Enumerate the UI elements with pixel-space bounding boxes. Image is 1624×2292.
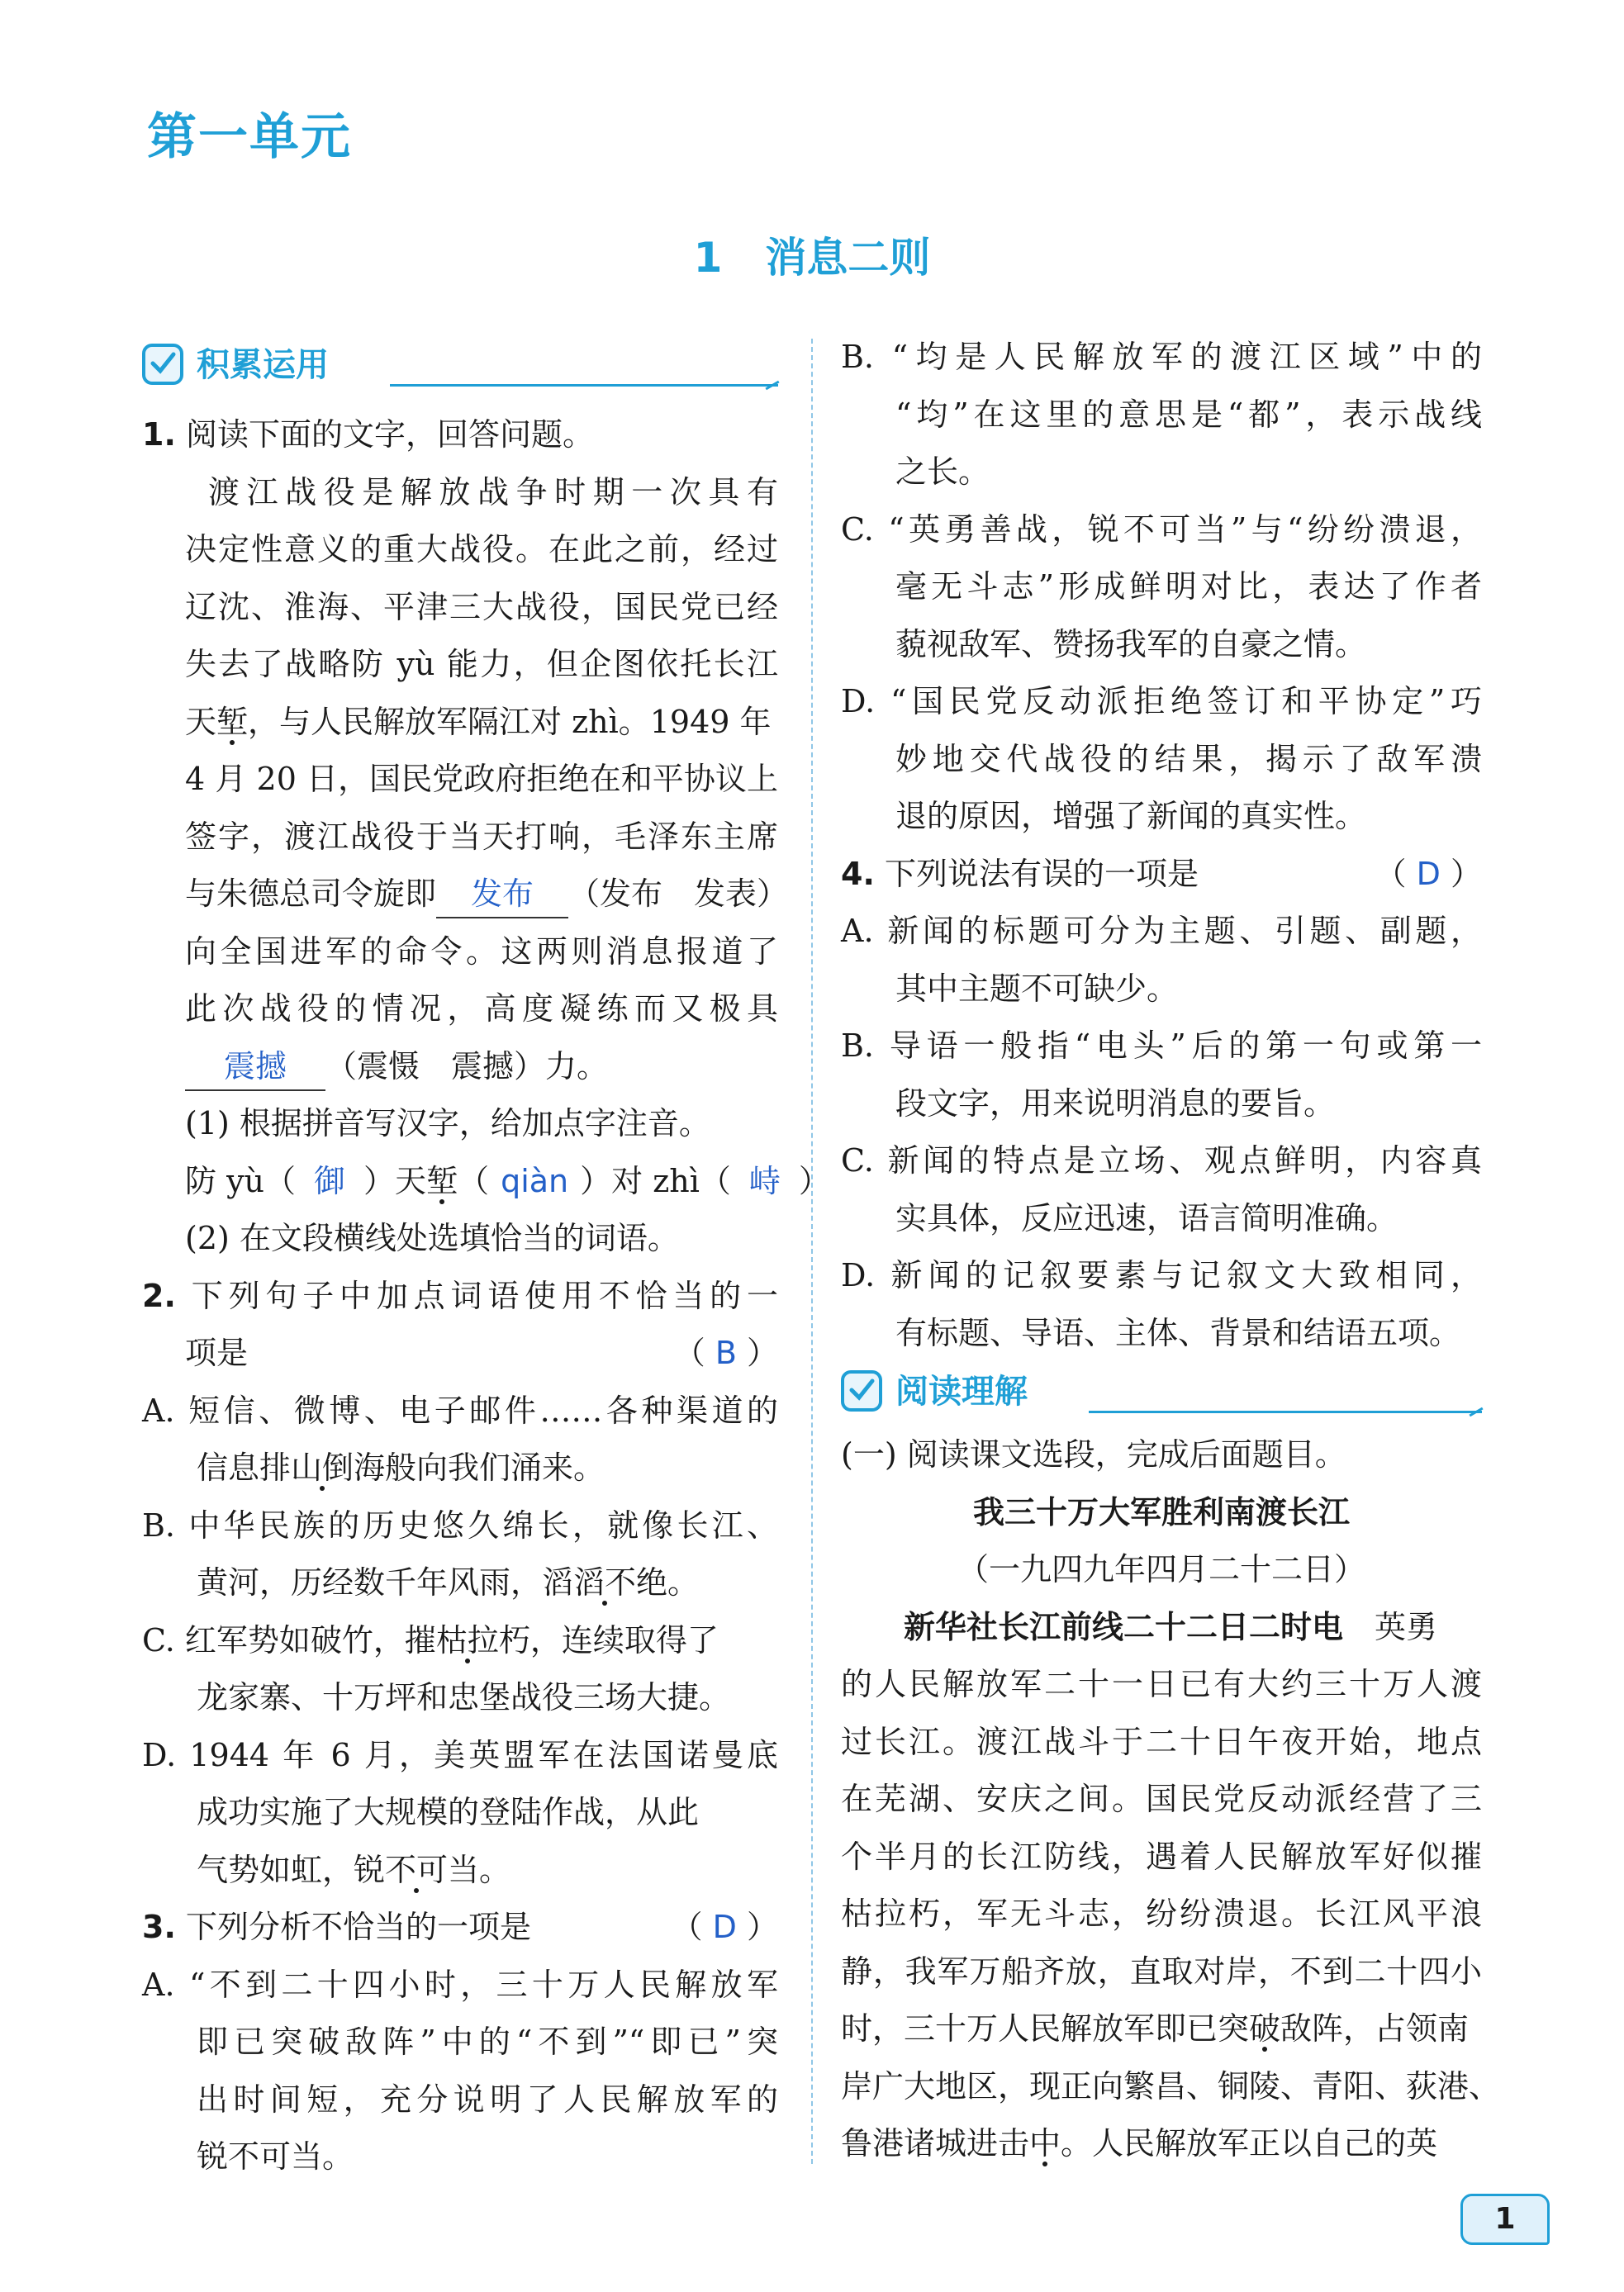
q4-option-b: B. 导语一般指“电头”后的第一句或第一 [841, 1027, 1482, 1064]
q2-answer[interactable]: B [715, 1335, 737, 1371]
q3-option-a-cont: 锐不可当。 [197, 2138, 354, 2175]
q1-prompt [142, 406, 778, 464]
article-line: 的人民解放军二十一日已有大约三十万人渡 [841, 1666, 1482, 1702]
q1-prompt-text: 阅读下面的文字，回答问题。 [185, 416, 594, 453]
unit-title: 第一单元 [147, 108, 352, 166]
dotted-phrase: 锐不可当 [354, 1851, 480, 1888]
text: ）对 zhì（ [580, 1162, 731, 1199]
q3-option-d-cont: 退的原因，增强了新闻的真实性。 [895, 798, 1367, 834]
text: 鲁港诸城进击 [841, 2125, 1030, 2162]
dotted-phrase: 排山倒海 [259, 1450, 386, 1486]
dotted-phrase: 摧枯拉朽 [404, 1621, 530, 1658]
text: 防 yù（ [185, 1162, 297, 1199]
q4-answer[interactable]: D [1416, 855, 1441, 892]
q3-answer[interactable]: D [712, 1909, 737, 1945]
text: 信息 [197, 1450, 260, 1486]
q2-option-a-cont [142, 1440, 778, 1497]
text: 。人民解放军正以自己的英 [1061, 2125, 1438, 2162]
q1-number: 1. [142, 416, 176, 453]
text: ，与人民解放军隔江对 zhì。1949 年 [248, 703, 772, 740]
article-line: 岸广大地区，现正向繁昌、铜陵、青阳、荻港、 [841, 2067, 1501, 2105]
page-number: 1 [1460, 2194, 1550, 2245]
q3-option-c-cont: 毫无斗志”形成鲜明对比，表达了作者 [895, 568, 1482, 605]
article-line: 在芜湖、安庆之间。国民党反动派经营了三 [841, 1781, 1482, 1817]
reading-intro: (一) 阅读课文选段，完成后面题目。 [841, 1436, 1346, 1473]
left-column [142, 329, 830, 2186]
text: （ [458, 1162, 490, 1199]
q2-prompt-cont [142, 1325, 778, 1383]
q2-option-c [142, 1612, 778, 1670]
q4-number: 4. [841, 855, 875, 892]
article-line: 个半月的长江防线，遇着人民解放军好似摧 [841, 1838, 1482, 1875]
dotted-char: 堑 [216, 703, 249, 740]
checkmark-icon [142, 344, 183, 385]
passage-line [142, 694, 778, 752]
text: 般向我们涌来。 [385, 1450, 605, 1486]
q1-sub1-answers [142, 1153, 830, 1211]
q4-option-d: D. 新闻的记叙要素与记叙文大致相同， [841, 1257, 1482, 1293]
q3-option-d: D. “国民党反动派拒绝签订和平协定”巧 [841, 683, 1482, 719]
answer-qian[interactable]: qiàn [501, 1162, 569, 1199]
text: （震慑 震撼）力。 [325, 1047, 609, 1084]
q2-prompt [142, 1268, 778, 1326]
text: 黄河，历经数千年风雨， [197, 1564, 543, 1601]
section-rule [390, 384, 778, 387]
q3-option-a-cont: 即已突破敌阵”中的“不到”“即已”突 [197, 2024, 778, 2060]
q4-option-b-cont: 段文字，用来说明消息的要旨。 [895, 1084, 1336, 1122]
answer-blank-2[interactable]: 震撼 [185, 1043, 325, 1091]
q3-option-b: B. “均是人民解放军的渡江区域”中的 [841, 339, 1482, 375]
text: 敌阵，占领南 [1280, 2010, 1470, 2047]
article-lead [841, 1599, 1482, 1657]
section-label: 阅读理解 [895, 1373, 1028, 1411]
article-line: 静，我军万船齐放，直取对岸，不到二十四小 [841, 1953, 1482, 1990]
answer-paren: （ B ） [673, 1335, 778, 1371]
text: ，连续取得了 [529, 1621, 719, 1658]
q2-option-b-cont [142, 1554, 778, 1612]
q2-option-d: D. 1944 年 6 月，美英盟军在法国诺曼底 [142, 1736, 778, 1773]
q1-sub2: (2) 在文段横线处选填恰当的词语。 [185, 1220, 679, 1256]
q3-option-a: A. “不到二十四小时，三十万人民解放军 [142, 1966, 778, 2003]
q3-option-c: C. “英勇善战，锐不可当”与“纷纷溃退， [841, 510, 1482, 548]
article-date: （一九四九年四月二十二日） [957, 1551, 1365, 1587]
dotted-char: 堑 [426, 1162, 458, 1199]
passage-line: 失去了战略防 yù 能力，但企图依托长江 [185, 646, 778, 682]
checkmark-icon [841, 1370, 882, 1412]
q4-option-a: A. 新闻的标题可分为主题、引题、副题， [841, 913, 1482, 949]
answer-yu[interactable]: 御 [314, 1162, 346, 1199]
passage-line: 签字，渡江战役于当天打响，毛泽东主席 [185, 818, 778, 855]
passage-line [142, 866, 789, 923]
article-line: 枯拉朽，军无斗志，纷纷溃退。长江风平浪 [841, 1896, 1482, 1932]
lesson-name: 消息二则 [765, 234, 931, 282]
article-title: 我三十万大军胜利南渡长江 [972, 1493, 1350, 1530]
q4-option-a-cont: 其中主题不可缺少。 [895, 970, 1179, 1007]
text: 气势如虹， [197, 1851, 354, 1888]
text: 英勇 [1375, 1608, 1438, 1645]
q3-number: 3. [142, 1909, 176, 1945]
q3-option-b-cont: 之长。 [895, 453, 990, 490]
text: 天 [185, 703, 217, 740]
q2-prompt-text: 下列句子中加点词语使用不恰当的一 [191, 1277, 778, 1314]
q2-option-d-cont [142, 1842, 778, 1900]
q3-option-c-cont: 藐视敌军、赞扬我军的自豪之情。 [895, 625, 1367, 662]
text: ） [798, 1162, 830, 1199]
q4-option-c-cont: 实具体，反应迅速，语言简明准确。 [895, 1199, 1398, 1236]
q4-option-c: C. 新闻的特点是立场、观点鲜明，内容真 [841, 1142, 1482, 1179]
article-line [841, 2000, 1482, 2058]
text: C. 红军势如破竹， [142, 1621, 405, 1658]
q2-option-a: A. 短信、微博、电子邮件……各种渠道的 [142, 1392, 778, 1429]
answer-paren: （ D ） [1375, 855, 1482, 892]
text: （发布 发表） [568, 876, 789, 912]
section-header-reading [841, 1362, 1482, 1421]
column-divider [811, 339, 813, 2164]
passage-line: 4 月 20 日，国民党政府拒绝在和平协议上 [185, 761, 778, 797]
article-line: 过长江。渡江战斗于二十日午夜开始，地点 [841, 1723, 1482, 1760]
passage-line: 决定性意义的重大战役。在此之前，经过 [185, 531, 778, 567]
q3-option-a-cont: 出时间短，充分说明了人民解放军的 [197, 2081, 778, 2118]
answer-blank-1[interactable]: 发布 [436, 871, 568, 918]
text: 项是 [185, 1335, 249, 1371]
lesson-number: 1 [693, 234, 723, 282]
answer-paren: （ D ） [671, 1909, 778, 1945]
q2-option-c-cont: 龙家寨、十万坪和忠堡战役三场大捷。 [197, 1679, 731, 1715]
text: 与朱德总司令旋即 [185, 876, 437, 912]
section-label: 积累运用 [197, 346, 329, 384]
passage-line [142, 1038, 778, 1096]
q4-option-d-cont: 有标题、导语、主体、背景和结语五项。 [895, 1314, 1461, 1351]
text: 。 [667, 1564, 700, 1601]
q3-option-d-cont: 妙地交代战役的结果，揭示了敌军溃 [895, 740, 1482, 777]
section-header-accumulate [142, 335, 778, 395]
section-rule [1089, 1411, 1482, 1413]
passage-line: 渡江战役是解放战争时期一次具有 [208, 473, 778, 510]
q1-sub1: (1) 根据拼音写汉字，给加点字注音。 [185, 1105, 710, 1141]
q3-prompt [142, 1899, 778, 1957]
q2-option-d-cont: 成功实施了大规模的登陆作战，从此 [197, 1794, 700, 1830]
lesson-title [0, 225, 1624, 284]
q2-option-b: B. 中华民族的历史悠久绵长，就像长江、 [142, 1507, 778, 1544]
q4-prompt [841, 846, 1482, 904]
q3-option-b-cont: “均”在这里的意思是“都”，表示战线 [895, 396, 1482, 433]
dotted-phrase: 滔滔不绝 [542, 1564, 668, 1601]
text: 时，三十万人民解放军即已突 [841, 2010, 1250, 2047]
article-dateline: 新华社长江前线二十二日二时电 [904, 1608, 1344, 1645]
answer-zhi[interactable]: 峙 [748, 1162, 781, 1199]
q2-number: 2. [142, 1277, 176, 1314]
text: ）天 [363, 1162, 427, 1199]
passage-line: 辽沈、淮海、平津三大战役，国民党已经 [185, 588, 778, 625]
q3-prompt-text: 下列分析不恰当的一项是 [185, 1909, 531, 1945]
dotted-char: 中 [1029, 2125, 1061, 2162]
q4-prompt-text: 下列说法有误的一项是 [884, 855, 1199, 892]
right-column [841, 329, 1501, 2173]
dotted-char: 破 [1249, 2010, 1281, 2047]
text: 。 [479, 1851, 511, 1888]
article-line [841, 2115, 1482, 2173]
passage-line: 此次战役的情况，高度凝练而又极具 [185, 990, 778, 1027]
passage-line: 向全国进军的命令。这两则消息报道了 [185, 932, 778, 970]
